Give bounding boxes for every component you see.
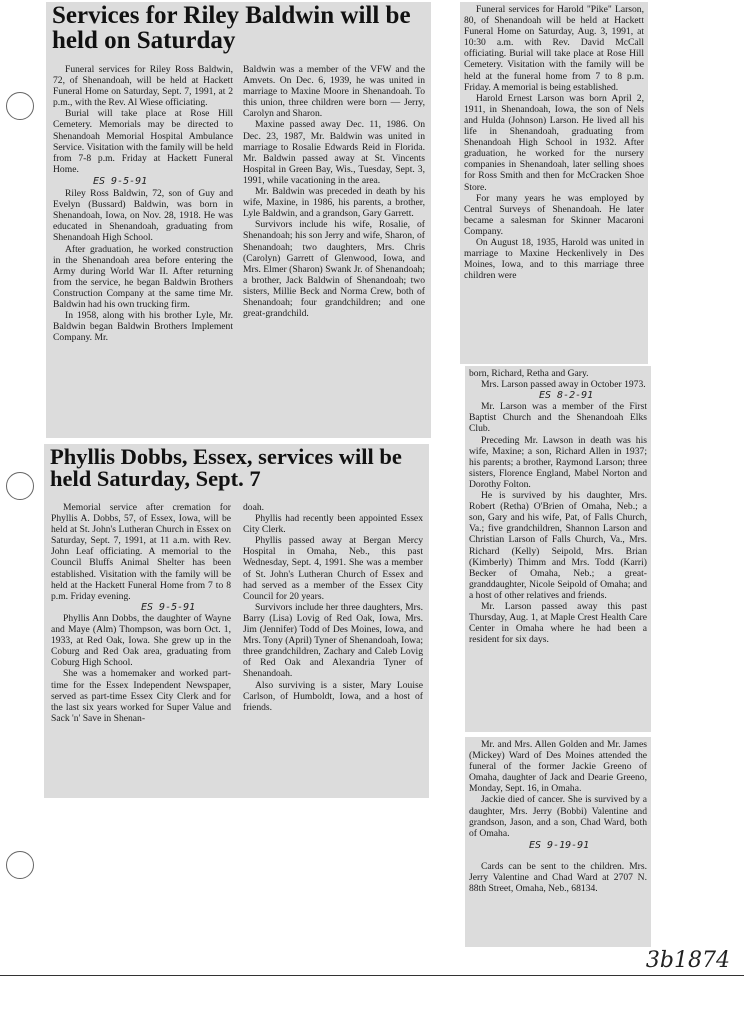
handwritten-date-note: ES 9-19-91 [529, 839, 590, 851]
catalog-number: 3b1874 [645, 948, 730, 973]
larson-column-1 [464, 4, 644, 362]
handwritten-date-note: ES 9-5-91 [141, 601, 196, 613]
paragraph: Riley Ross Baldwin, 72, son of Guy and Evelyn (Bussard) Baldwin, was born in Shenandoah, Iowa, on Nov. 28, 1918. He was educated in Shenandoah, graduating from Shenandoah High School. [53, 188, 233, 244]
paragraph: Survivors include her three daughters, Mrs. Barry (Lisa) Lovig of Red Oak, Iowa, Mrs. Jim (Jennifer) Todd of Des Moines, Iowa, and Mrs. Tony (April) Tyner of Shenandoah, Iowa; three grandchildren, Zachary and Caleb Lovig of Red Oak and Alexandria Tyner of Shenandoah. [243, 601, 423, 680]
paragraph: Memorial service after cremation for Phyllis A. Dobbs, 57, of Essex, Iowa, will be held at St. John's Lutheran Church in Essex on Saturday, Sept. 7, 1991, at 11 a.m. with Rev. John Leaf officiating. A memorial to the Council Bluffs Animal Shelter has been established. Visitation with the family will be held at the Hackett Funeral Home from 7 to 8 p.m. Friday evening. [51, 502, 231, 602]
baldwin-column-1 [53, 64, 233, 436]
paragraph: Phyllis had recently been appointed Essex City Clerk. [243, 513, 423, 536]
handwritten-date-note: ES 9-5-91 [93, 175, 148, 187]
paragraph: Phyllis Ann Dobbs, the daughter of Wayne and Maye (Alm) Thompson, was born Oct. 1, 1933, at Red Oak, Iowa. She grew up in the Coburg and Red Oak area, graduating from Coburg High School. [51, 612, 231, 669]
paragraph: On August 18, 1935, Harold was united in marriage to Maxine Heckenlively in Des Moines, Iowa, and to this marriage three children were [464, 236, 644, 282]
paragraph: Preceding Mr. Lawson in death was his wife, Maxine; a son, Richard Allen in 1937; his parents; a brother, Raymond Larson; three sisters, Florence England, Mabel Norton and Dorothy Folton. [469, 434, 647, 490]
paragraph: After graduation, he worked construction in the Shenandoah area before entering the Army during World War II. After returning from the service, he began Baldwin Brothers Construction Company at the same time Mr. Baldwin had his own trucking firm. [53, 243, 233, 310]
headline-dobbs: Phyllis Dobbs, Essex, services will be held Saturday, Sept. 7 [50, 444, 402, 492]
paragraph: Mr. Larson was a member of the First Baptist Church and the Shenandoah Elks Club. [469, 401, 647, 435]
baldwin-column-2 [243, 64, 425, 436]
paragraph: Mr. Larson passed away this past Thursday, Aug. 1, at Maple Crest Health Care Center in Omaha where he had been a resident for six days. [469, 600, 647, 646]
paragraph: Funeral services for Riley Ross Baldwin, 72, of Shenandoah, will be held at Hackett Funeral Home on Saturday, Sept. 7, 1991, at 2 p.m., with the Rev. Al Wiese officiating. [53, 64, 233, 109]
paragraph: Harold Ernest Larson was born April 2, 1911, in Shenandoah, Iowa, the son of Nels and Hulda (Johnson) Larson. He lived all his life in Shenandoah, graduating from Shenandoah High School in 1932. After graduation, he worked for the nursery companies in Shenandoah, later selling shoes for Ross Smith and then for McCracken Shoe Store. [464, 92, 644, 193]
dobbs-column-1 [51, 502, 231, 796]
paragraph: Maxine passed away Dec. 11, 1986. On Dec. 23, 1987, Mr. Baldwin was united in marriage to Rosalie Edwards Reid in Florida. Mr. Baldwin passed away at St. Vincents Hospital in Green Bay, Wis., Tuesday, Sept. 3, 1991, while vacationing in the area. [243, 119, 425, 186]
clipping-baldwin [46, 2, 431, 438]
paragraph: He is survived by his daughter, Mrs. Robert (Retha) O'Brien of Omaha, Neb.; a son, Gary and his wife, Pat, of Falls Church, Va.; five grandchildren, Shannon Larson and Christian Larson of Falls Church, Va., Mrs. Richard (Kelly) Seipold, Mrs. Brian (Kimberly) Thimm and Mrs. Todd (Karri) Becker of Omaha, Neb.; a great-granddaughter, Nicole Seipold of Omaha; and a host of other relatives and friends. [469, 490, 647, 601]
clipping-larson-part-2 [465, 366, 651, 732]
paragraph: For many years he was employed by Central Surveys of Shenandoah. He later became a salesman for Skinner Macaroni Company. [464, 192, 644, 237]
paragraph: Funeral services for Harold "Pike" Larson, 80, of Shenandoah will be held at Hackett Funeral Home on Saturday, Aug. 3, 1991, at 10:30 a.m. with Rev. David McCall officiating. Burial will take place at Rose Hill Cemetery. Visitation with the family will be held at the funeral home from 7 to 8 p.m. Friday. A memorial is being established. [464, 4, 644, 93]
paragraph: Burial will take place at Rose Hill Cemetery. Memorials may be directed to Shenandoah Memorial Hospital Ambulance Service. Visitation with the family will be held from 7-8 p.m. Friday at Hackett Funeral Home. [53, 108, 233, 175]
clipping-greeno [465, 737, 651, 947]
paragraph: Cards can be sent to the children. Mrs. Jerry Valentine and Chad Ward at 2707 N. 88th Street, Omaha, Neb., 68134. [469, 860, 647, 895]
greeno-column [469, 739, 647, 945]
clipping-larson-part-1 [460, 2, 648, 364]
binder-hole-bottom [6, 851, 34, 879]
paragraph: doah. [243, 502, 265, 513]
paragraph: Mr. and Mrs. Allen Golden and Mr. James (Mickey) Ward of Des Moines attended the funeral of the former Jackie Greeno of Omaha, daughter of Jack and Dearie Greeno, Monday, Sept. 16, in Omaha. [469, 739, 647, 795]
headline-baldwin: Services for Riley Baldwin will be held on Saturday [52, 2, 411, 54]
paragraph: Baldwin was a member of the VFW and the Amvets. On Dec. 6, 1939, he was united in marriage to Maxine Moore in Shenandoah. To this union, three children were born — Jerry, Carolyn and Sharon. [243, 64, 425, 120]
binder-hole-top [6, 92, 34, 120]
paragraph: Survivors include his wife, Rosalie, of Shenandoah; his son Jerry and wife, Sharon, of Shenandoah; two daughters, Mrs. Chris (Carolyn) Garrett of Glenwood, Iowa, and Mrs. Elmer (Sharon) Swank Jr. of Shenandoah; a brother, Jack Baldwin of Shenandoah; two sisters, Millie Beck and Norma Crew, both of Shenandoah; four grandchildren; and one great-grandchild. [243, 219, 425, 320]
paragraph: Phyllis passed away at Bergan Mercy Hospital in Omaha, Neb., this past Wednesday, Sept. 4, 1991. She was a member of St. John's Lutheran Church of Essex and had served as a member of the Essex City Council for 20 years. [243, 535, 423, 602]
dobbs-column-2 [243, 502, 423, 796]
paragraph: Mr. Baldwin was preceded in death by his wife, Maxine, in 1986, his parents, a brother, Lyle Baldwin, and a grandson, Gary Garrett. [243, 186, 425, 220]
paragraph: In 1958, along with his brother Lyle, Mr. Baldwin began Baldwin Brothers Implement Company. Mr. [53, 310, 233, 344]
paragraph: born, Richard, Retha and Gary. [469, 368, 589, 379]
paragraph: She was a homemaker and worked part-time for the Essex Independent Newspaper, served as part-time Essex City Clerk and for the last six years worked for Super Value and Sack 'n' Save in Shenan- [51, 668, 231, 724]
clipping-dobbs [44, 444, 429, 798]
paragraph: Also surviving is a sister, Mary Louise Carlson, of Humboldt, Iowa, and a host of friends. [243, 679, 423, 713]
paragraph: Mrs. Larson passed away in October 1973. [481, 379, 646, 391]
larson-column-2 [469, 368, 647, 730]
handwritten-date-note: ES 8-2-91 [539, 390, 594, 402]
binder-hole-middle [6, 472, 34, 500]
paragraph: Jackie died of cancer. She is survived by a daughter, Mrs. Jerry (Bobbi) Valentine and grandson, Jason, and a son, Chad Ward, both of Omaha. [469, 794, 647, 839]
